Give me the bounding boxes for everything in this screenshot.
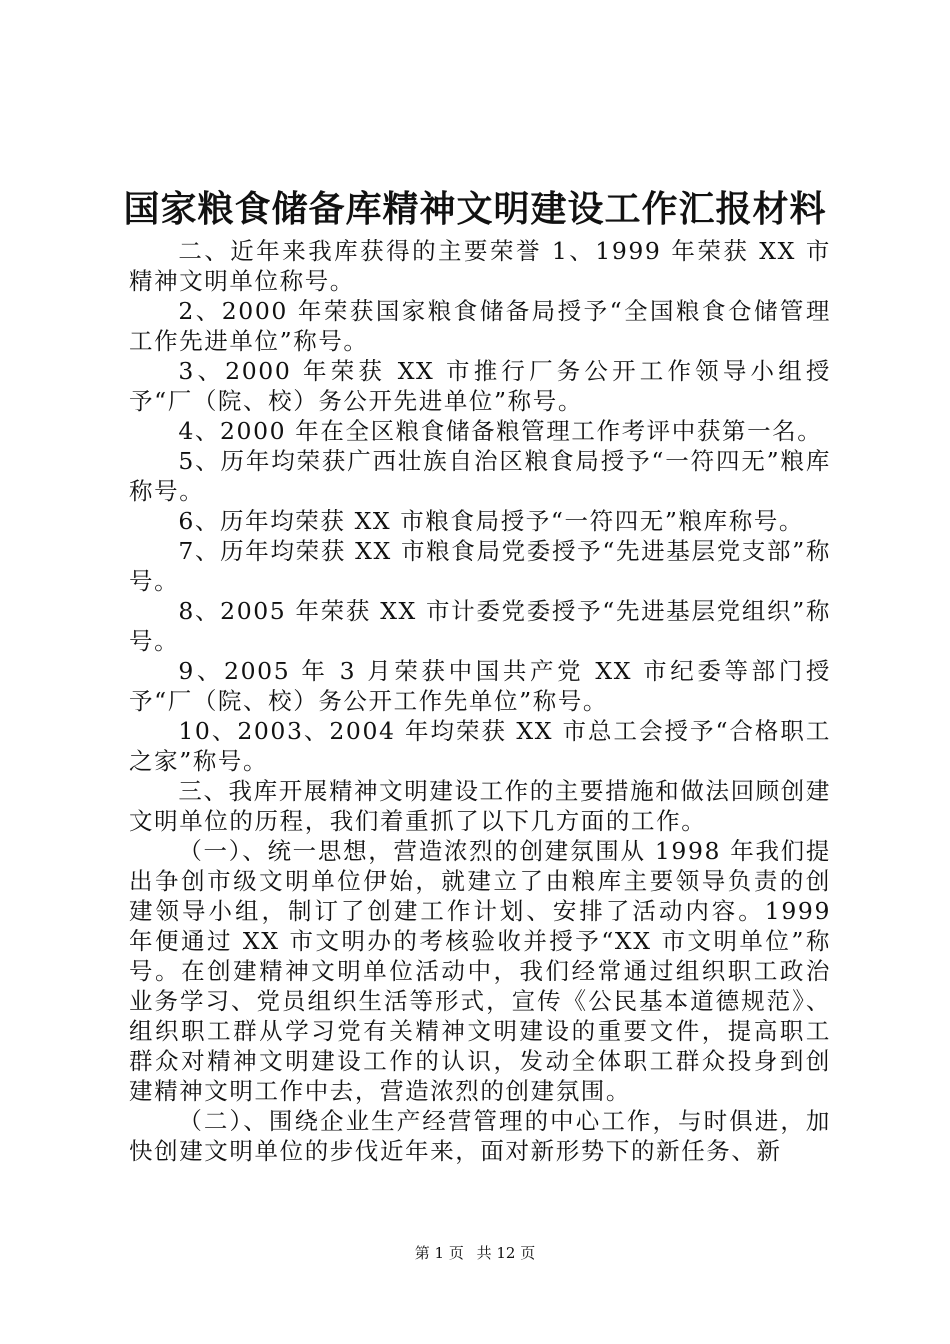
paragraph: 6、历年均荣获 XX 市粮食局授予“一符四无”粮库称号。 — [178, 507, 805, 535]
page-number: 第 1 页 — [414, 1244, 464, 1262]
paragraph: 9、2005 年 3 月荣获中国共产党 XX 市纪委等部门授予“厂（院、校）务公开工作先单位”称号。 — [129, 657, 831, 715]
paragraph: 3、2000 年荣获 XX 市推行厂务公开工作领导小组授予“厂（院、校）务公开先进单位”称号。 — [129, 357, 831, 415]
paragraph: 三、我库开展精神文明建设工作的主要措施和做法回顾创建文明单位的历程，我们着重抓了以下几方面的工作。 — [129, 777, 831, 835]
document-title: 国家粮食储备库精神文明建设工作汇报材料 — [123, 188, 827, 230]
paragraph: 二、近年来我库获得的主要荣誉 1、1999 年荣获 XX 市精神文明单位称号。 — [129, 237, 831, 295]
paragraph: 7、历年均荣获 XX 市粮食局党委授予“先进基层党支部”称号。 — [129, 537, 831, 595]
paragraph: 5、历年均荣获广西壮族自治区粮食局授予“一符四无”粮库称号。 — [129, 447, 831, 505]
paragraph: （二）、围绕企业生产经营管理的中心工作，与时俱进，加快创建文明单位的步伐近年来，面对新形势下的新任务、新 — [129, 1107, 831, 1165]
paragraph: 2、2000 年荣获国家粮食储备局授予“全国粮食仓储管理工作先进单位”称号。 — [129, 297, 831, 355]
document-body — [129, 236, 831, 1166]
page-total: 共 12 页 — [476, 1244, 536, 1262]
paragraph: （一）、统一思想，营造浓烈的创建氛围从 1998 年我们提出争创市级文明单位伊始，就建立了由粮库主要领导负责的创建领导小组，制订了创建工作计划、安排了活动内容。1999 年便通过 XX 市文明办的考核验收并授予“XX 市文明单位”称号。在创建精神文明单位活动中，我们经常通过组织职工政治业务学习、党员组织生活等形式，宣传《公民基本道德规范》、组织职工群从学习党有关精神文明建设的重要文件，提高职工群众对精神文明建设工作的认识，发动全体职工群众投身到创建精神文明工作中去，营造浓烈的创建氛围。 — [129, 837, 831, 1105]
paragraph: 10、2003、2004 年均荣获 XX 市总工会授予“合格职工之家”称号。 — [129, 717, 831, 775]
paragraph: 8、2005 年荣获 XX 市计委党委授予“先进基层党组织”称号。 — [129, 597, 831, 655]
paragraph: 4、2000 年在全区粮食储备粮管理工作考评中获第一名。 — [178, 417, 823, 445]
page-footer — [0, 1243, 950, 1263]
